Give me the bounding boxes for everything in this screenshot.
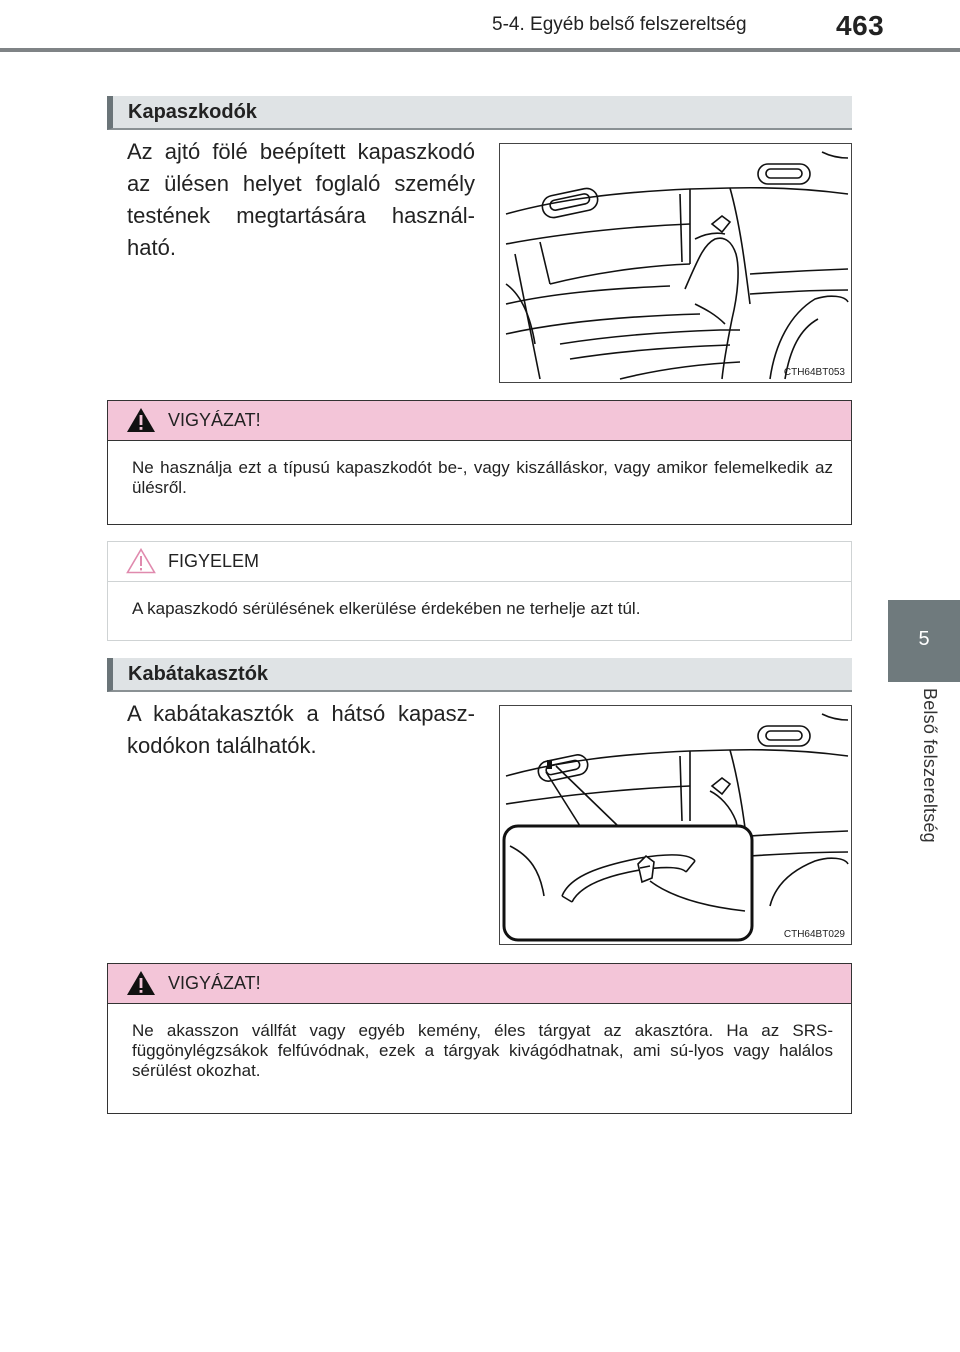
warning-triangle-icon: [126, 407, 156, 438]
grab-handle-illustration: [500, 144, 851, 382]
coat-hook-illustration: [500, 706, 851, 944]
caution-text: A kapaszkodó sérülésének elkerülése érdekében ne terhelje azt túl.: [132, 599, 641, 618]
warning-box: [107, 400, 852, 525]
warning-title: VIGYÁZAT!: [168, 410, 261, 430]
figure-code: CTH64BT053: [783, 367, 845, 378]
chapter-tab-label: Belső felszereltség: [920, 688, 940, 843]
section-title: Kapaszkodók: [128, 101, 257, 123]
figure-code: CTH64BT029: [783, 929, 845, 940]
section-heading-coat-hooks: [107, 658, 852, 692]
warning-header: [108, 964, 851, 1004]
page-number: 463: [836, 10, 885, 41]
header-title: 5-4. Egyéb belső felszereltség: [492, 14, 747, 35]
section-title: Kabátakasztók: [128, 663, 269, 685]
warning-title: VIGYÁZAT!: [168, 973, 261, 993]
caution-title: FIGYELEM: [168, 551, 260, 571]
caution-triangle-icon: [126, 548, 156, 579]
warning-triangle-icon: [126, 970, 156, 1001]
section-body-text: A kabátakasztók a hátsó kapasz-kodókon találhatók.: [127, 701, 475, 758]
header-rule: [0, 48, 960, 52]
chapter-tab: [888, 600, 960, 682]
section-body-text: Az ajtó fölé beépített kapaszkodó az ülésen helyet foglaló személy testének megtartására használ-ható.: [127, 139, 475, 260]
caution-header: [108, 542, 851, 582]
section-heading-grab-handles: [107, 96, 852, 130]
warning-header: [108, 401, 851, 441]
warning-text: Ne használja ezt a típusú kapaszkodót be-, vagy kiszálláskor, vagy amikor felemelkedik az ülésről.: [132, 458, 833, 497]
warning-box: [107, 963, 852, 1114]
chapter-tab-number: 5: [918, 628, 930, 650]
figure-coat-hook: [499, 705, 852, 945]
figure-grab-handle: [499, 143, 852, 383]
warning-text: Ne akasszon vállfát vagy egyéb kemény, éles tárgyat az akasztóra. Ha az SRS-függönylégzsákok felfúvódnak, ezek a tárgyak kivágódhatnak, ami sú-lyos vagy halálos sérülést okozhat.: [132, 1021, 833, 1080]
caution-box: [107, 541, 852, 641]
